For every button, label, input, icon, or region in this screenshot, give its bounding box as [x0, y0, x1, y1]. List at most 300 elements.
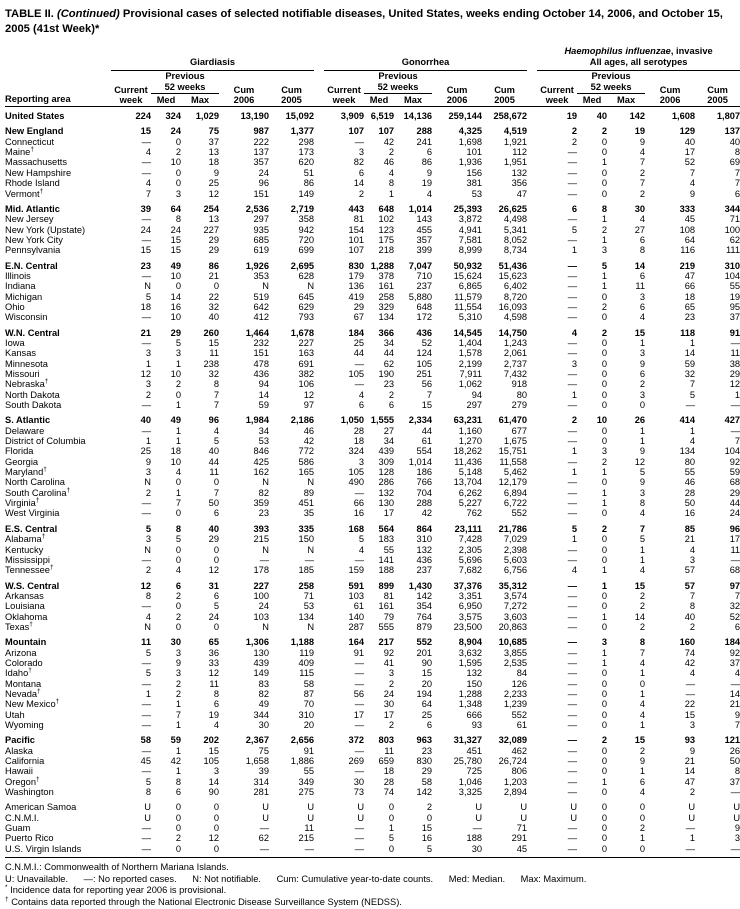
value-cell: —	[472, 823, 483, 834]
value-cell: 64	[421, 699, 433, 710]
value-cell: 173	[298, 147, 315, 158]
value-cell: 2	[689, 787, 696, 798]
value-cell: 9	[639, 756, 646, 767]
value-cell: 803	[378, 735, 395, 746]
reporting-area-cell: Nebraska†	[5, 378, 49, 390]
column-spacer	[314, 302, 324, 312]
value-cell: 2	[388, 147, 395, 158]
dagger-symbol: †	[49, 564, 54, 572]
value-cell: 8	[689, 601, 696, 612]
value-cell: 439	[378, 446, 395, 457]
value-cell: 5,227	[458, 498, 483, 509]
value-cell: 8	[734, 147, 740, 158]
column-spacer	[314, 338, 324, 348]
column-spacer	[527, 390, 537, 400]
value-cell: 75	[258, 745, 269, 756]
value-cell: 8,052	[503, 234, 528, 245]
value-cell: 85	[684, 523, 696, 534]
table-row	[5, 436, 740, 446]
value-cell: 772	[298, 446, 315, 457]
value-cell: 44	[353, 348, 365, 359]
value-cell: 1	[601, 487, 608, 498]
value-cell: 42	[421, 508, 433, 519]
value-cell: 0	[151, 844, 181, 858]
value-cell: 0	[601, 554, 608, 565]
value-cell: 677	[511, 425, 528, 436]
value-cell: 23,500	[453, 621, 483, 632]
cum-2005-header: Cum 2005	[494, 84, 515, 106]
value-cell: 691	[298, 358, 315, 369]
value-cell: U	[733, 802, 740, 813]
value-cell: 1	[571, 245, 578, 256]
value-cell: 286	[378, 477, 395, 488]
value-cell: 1,578	[458, 348, 483, 359]
value-cell: 65	[684, 301, 696, 312]
group-header-giardiasis: Giardiasis	[111, 46, 314, 70]
value-cell: 0	[175, 823, 181, 834]
value-cell: 42	[170, 756, 181, 767]
value-cell: 11,579	[454, 291, 483, 302]
table-row	[5, 823, 740, 833]
value-cell: 22	[208, 291, 219, 302]
dagger-symbol: †	[43, 466, 47, 474]
group-header-row	[5, 46, 740, 70]
value-cell: 4	[388, 167, 395, 178]
value-cell: 3	[734, 833, 740, 844]
column-spacer	[314, 457, 324, 467]
value-cell: 241	[416, 136, 433, 147]
value-cell: 29	[208, 245, 219, 256]
value-cell: 5,341	[503, 224, 528, 235]
value-cell: 30	[634, 203, 646, 214]
value-cell: 2	[601, 327, 608, 338]
value-cell: 258	[378, 291, 395, 302]
value-cell: 42	[383, 136, 395, 147]
table-row	[5, 498, 740, 508]
value-cell: 1,050	[340, 415, 365, 426]
value-cell: 0	[601, 147, 608, 158]
value-cell: —	[567, 720, 578, 731]
value-cell: 586	[298, 456, 315, 467]
value-cell: 5	[639, 467, 646, 478]
value-cell: 15	[421, 823, 433, 834]
value-cell: —	[141, 425, 151, 436]
value-cell: —	[567, 601, 578, 612]
current-week-header: Current week	[540, 84, 574, 106]
value-cell: —	[645, 844, 695, 858]
value-cell: U	[733, 812, 740, 823]
reporting-area-cell: Mississippi	[5, 554, 50, 565]
column-spacer	[314, 813, 324, 823]
value-cell: 333	[679, 203, 696, 214]
value-cell: 0	[601, 337, 608, 348]
value-cell: 29	[170, 327, 181, 338]
value-cell: 357	[416, 234, 433, 245]
value-cell: 16,093	[498, 301, 528, 312]
column-spacer	[527, 519, 537, 534]
value-cell: 412	[253, 312, 269, 323]
value-cell: 5,880	[408, 291, 433, 302]
value-cell: 70	[303, 699, 315, 710]
value-cell: 1,430	[408, 580, 433, 591]
value-cell: 414	[679, 415, 696, 426]
value-cell: 1,188	[290, 637, 315, 648]
value-cell: —	[567, 637, 578, 648]
value-cell: 14	[258, 389, 269, 400]
value-cell: 963	[416, 735, 433, 746]
value-cell: 105	[348, 467, 365, 478]
column-spacer	[314, 534, 324, 544]
value-cell: 18	[140, 301, 151, 312]
value-cell: 2	[388, 720, 395, 731]
value-cell: 720	[298, 234, 315, 245]
value-cell: 15	[170, 245, 181, 256]
table-continued: (Continued)	[57, 8, 120, 20]
value-cell: 2	[175, 678, 181, 689]
column-spacer	[314, 147, 324, 157]
value-cell: 96	[729, 523, 740, 534]
column-spacer	[314, 225, 324, 235]
table-title	[5, 7, 734, 36]
value-cell: 0	[601, 477, 608, 488]
value-cell: 23	[684, 312, 696, 323]
value-cell: 4	[639, 699, 646, 710]
value-cell: 9	[639, 446, 646, 457]
value-cell: 30	[258, 720, 269, 731]
value-cell: 17	[684, 147, 696, 158]
value-cell: 103	[253, 611, 269, 622]
value-cell: N	[307, 281, 315, 292]
value-cell: —	[567, 611, 578, 622]
cum-2005-header: Cum 2005	[707, 84, 728, 106]
reporting-area-cell: W.S. Central	[5, 580, 60, 591]
value-cell: 0	[639, 400, 646, 411]
value-cell: —	[730, 337, 740, 348]
value-cell: 156	[466, 167, 483, 178]
value-cell: U	[570, 812, 578, 823]
reporting-area-cell: Arizona	[5, 647, 37, 658]
column-spacer	[527, 632, 537, 647]
column-spacer	[314, 379, 324, 389]
value-cell: 15	[421, 668, 433, 679]
value-cell: 175	[378, 234, 395, 245]
value-cell: 90	[421, 657, 433, 668]
reporting-area-cell: New Mexico†	[5, 698, 60, 710]
column-spacer	[527, 46, 537, 106]
value-cell: 0	[388, 802, 395, 813]
value-cell: 7,029	[503, 534, 528, 545]
value-cell: 62	[729, 234, 740, 245]
reporting-area-cell: Illinois	[5, 270, 31, 281]
reporting-area-cell: Utah	[5, 709, 25, 720]
value-cell: 6,262	[458, 487, 483, 498]
value-cell: 82	[353, 157, 365, 168]
value-cell: —	[567, 668, 578, 679]
value-cell: 4	[358, 544, 365, 555]
value-cell: 28	[684, 487, 696, 498]
value-cell: 1	[639, 337, 646, 348]
value-cell: 20	[303, 720, 315, 731]
cum-2006-header: Cum 2006	[446, 84, 468, 106]
dagger-symbol: †	[37, 687, 41, 695]
column-spacer	[527, 121, 537, 136]
value-cell: 1	[571, 467, 578, 478]
value-cell: 8,720	[503, 291, 528, 302]
value-cell: 23,111	[454, 523, 483, 534]
table-row	[5, 787, 740, 797]
column-spacer	[314, 178, 324, 188]
value-cell: 26	[729, 745, 740, 756]
value-cell: 6,756	[503, 565, 528, 576]
value-cell: N	[262, 544, 269, 555]
reporting-area-cell: New York (Upstate)	[5, 224, 86, 235]
dagger-symbol: †	[28, 667, 32, 675]
value-cell: —	[141, 167, 151, 178]
value-cell: 830	[348, 260, 365, 271]
value-cell: 7,047	[408, 260, 433, 271]
value-cell: —	[354, 487, 365, 498]
value-cell: 62	[258, 833, 269, 844]
value-cell: 0	[213, 802, 219, 813]
value-cell: 66	[353, 498, 365, 509]
value-cell: 7	[689, 379, 696, 390]
value-cell: —	[141, 745, 151, 756]
value-cell: 2,535	[503, 657, 528, 668]
value-cell: 1	[601, 657, 608, 668]
value-cell: 45	[140, 756, 151, 767]
value-cell: 161	[378, 601, 395, 612]
reporting-area-cell: New Jersey	[5, 214, 54, 225]
value-cell: 50	[729, 756, 740, 767]
reporting-area-cell: Wyoming	[5, 720, 44, 731]
value-cell: 91	[303, 745, 315, 756]
value-cell: 2,199	[458, 358, 483, 369]
value-cell: 4	[358, 389, 365, 400]
reporting-area-cell: Louisiana	[5, 601, 45, 612]
dagger-symbol: †	[41, 533, 46, 541]
value-cell: —	[567, 301, 578, 312]
value-cell: 1	[601, 467, 608, 478]
column-spacer	[527, 189, 537, 199]
value-cell: 97	[729, 580, 740, 591]
value-cell: 59	[170, 735, 181, 746]
value-cell: 4	[689, 544, 696, 555]
table-row	[5, 545, 740, 555]
column-spacer	[314, 498, 324, 508]
value-cell: 7	[426, 389, 433, 400]
max-header: Max	[404, 95, 423, 106]
value-cell: 27	[634, 224, 646, 235]
value-cell: 37	[729, 657, 740, 668]
value-cell: 29	[208, 534, 219, 545]
value-cell: 1,886	[290, 756, 315, 767]
column-spacer	[314, 591, 324, 601]
value-cell: —	[567, 348, 578, 359]
value-cell: 935	[253, 224, 269, 235]
value-cell: 5	[388, 833, 395, 844]
value-cell: 7	[145, 188, 151, 199]
dagger-symbol: †	[35, 497, 40, 505]
value-cell: 12	[303, 389, 315, 400]
value-cell: 1,270	[458, 436, 483, 447]
value-cell: 51,436	[498, 260, 528, 271]
value-cell: 3	[639, 291, 646, 302]
value-cell: 23	[421, 745, 433, 756]
value-cell: 40	[577, 107, 607, 122]
value-cell: 1	[175, 400, 181, 411]
value-cell: 61	[421, 436, 433, 447]
column-spacer	[314, 390, 324, 400]
value-cell: 349	[298, 776, 315, 787]
column-spacer	[527, 576, 537, 591]
value-cell: 6	[639, 369, 646, 380]
value-cell: 49	[258, 699, 269, 710]
value-cell: 287	[348, 621, 365, 632]
table-row	[5, 488, 740, 498]
value-cell: 762	[466, 508, 483, 519]
value-cell: 13,704	[453, 477, 483, 488]
value-cell: 766	[416, 477, 433, 488]
value-cell: 227	[253, 580, 269, 591]
value-cell: 1,203	[503, 776, 528, 787]
value-cell: 6	[639, 776, 646, 787]
value-cell: 61	[353, 601, 365, 612]
value-cell: 26,625	[498, 203, 528, 214]
value-cell: 95	[729, 301, 740, 312]
value-cell: 0	[601, 812, 608, 823]
value-cell: 116	[680, 245, 696, 256]
value-cell: 31	[208, 580, 219, 591]
value-cell: 30	[170, 637, 181, 648]
value-cell: 0	[601, 369, 608, 380]
value-cell: 119	[299, 647, 315, 658]
value-cell: 1	[689, 833, 696, 844]
value-cell: 0	[175, 544, 181, 555]
reporting-area-cell: Massachusetts	[5, 157, 68, 168]
value-cell: 0	[601, 425, 608, 436]
reporting-area-cell: Rhode Island	[5, 178, 60, 189]
column-spacer	[314, 519, 324, 534]
value-cell: 1	[175, 745, 181, 756]
max-header: Max	[617, 95, 636, 106]
footnote-text: U: Unavailable.	[5, 873, 69, 884]
value-cell: 0	[601, 668, 608, 679]
value-cell: 4	[639, 709, 646, 720]
value-cell: —	[567, 487, 578, 498]
value-cell: 56	[421, 379, 433, 390]
value-cell: 14	[634, 260, 646, 271]
reporting-area-cell: Virginia†	[5, 497, 40, 509]
value-cell: 2	[175, 688, 181, 699]
value-cell: 3	[689, 554, 696, 565]
value-cell: 75	[208, 126, 219, 137]
value-cell: 1,807	[695, 107, 740, 122]
table-row	[5, 710, 740, 720]
column-spacer	[527, 797, 537, 812]
value-cell: 1	[601, 580, 608, 591]
value-cell: 7	[689, 590, 696, 601]
value-cell: U	[570, 802, 578, 813]
value-cell: 1	[175, 487, 181, 498]
table-row	[5, 612, 740, 622]
value-cell: 14	[684, 766, 696, 777]
dagger-symbol: †	[36, 775, 40, 783]
value-cell: 11	[304, 823, 315, 834]
value-cell: 8	[639, 498, 646, 509]
value-cell: 168	[348, 523, 365, 534]
value-cell: 0	[601, 823, 608, 834]
value-cell: 19	[729, 291, 740, 302]
value-cell: 12	[140, 369, 151, 380]
value-cell: 0	[213, 544, 219, 555]
column-spacer	[314, 168, 324, 178]
value-cell: 14,750	[498, 327, 528, 338]
value-cell: 552	[416, 637, 433, 648]
column-spacer	[527, 457, 537, 467]
value-cell: 288	[416, 498, 433, 509]
value-cell: 6,894	[503, 487, 528, 498]
value-cell: 8	[388, 178, 395, 189]
value-cell: 5	[689, 389, 696, 400]
footnote-text: Cum: Cumulative year-to-date counts.	[276, 873, 434, 884]
value-cell: 16	[170, 301, 181, 312]
value-cell: 519	[253, 291, 269, 302]
value-cell: 5	[145, 291, 151, 302]
value-cell: 0	[601, 699, 608, 710]
value-cell: 101	[466, 147, 483, 158]
value-cell: 298	[298, 136, 315, 147]
value-cell: 91	[729, 327, 740, 338]
value-cell: 5	[145, 523, 151, 534]
value-cell: 7	[639, 647, 646, 658]
value-cell: 918	[511, 379, 528, 390]
value-cell: 14,136	[394, 107, 432, 122]
reporting-area-cell: Kentucky	[5, 544, 44, 555]
value-cell: 66	[684, 281, 696, 292]
value-cell: 4	[145, 178, 151, 189]
value-cell: 8	[601, 203, 608, 214]
column-spacer	[314, 668, 324, 678]
value-cell: 0	[213, 621, 219, 632]
value-cell: 10	[170, 456, 181, 467]
value-cell: 2	[601, 735, 608, 746]
value-cell: 32	[208, 301, 219, 312]
value-cell: 7,911	[459, 369, 483, 380]
previous-52-weeks-header: Previous 52 weeks	[577, 70, 645, 94]
reporting-area-cell: E.S. Central	[5, 523, 58, 534]
value-cell: 259,144	[432, 107, 482, 122]
value-cell: 49	[170, 260, 181, 271]
value-cell: 3	[639, 487, 646, 498]
reporting-area-cell: South Dakota	[5, 400, 62, 411]
column-spacer	[314, 766, 324, 776]
value-cell: 8	[213, 379, 219, 390]
value-cell: 357	[253, 157, 269, 168]
value-cell: 33	[208, 657, 219, 668]
value-cell: 10,685	[498, 637, 528, 648]
value-cell: —	[567, 260, 578, 271]
reporting-area-cell: E.N. Central	[5, 260, 58, 271]
value-cell: 0	[601, 621, 608, 632]
value-cell: 92	[729, 456, 740, 467]
value-cell: 6	[175, 580, 181, 591]
value-cell: 297	[466, 400, 483, 411]
value-cell: 141	[378, 554, 395, 565]
reporting-area-cell: New Hampshire	[5, 167, 72, 178]
table-row	[5, 720, 740, 730]
table-row	[5, 379, 740, 389]
value-cell: 163	[298, 348, 315, 359]
